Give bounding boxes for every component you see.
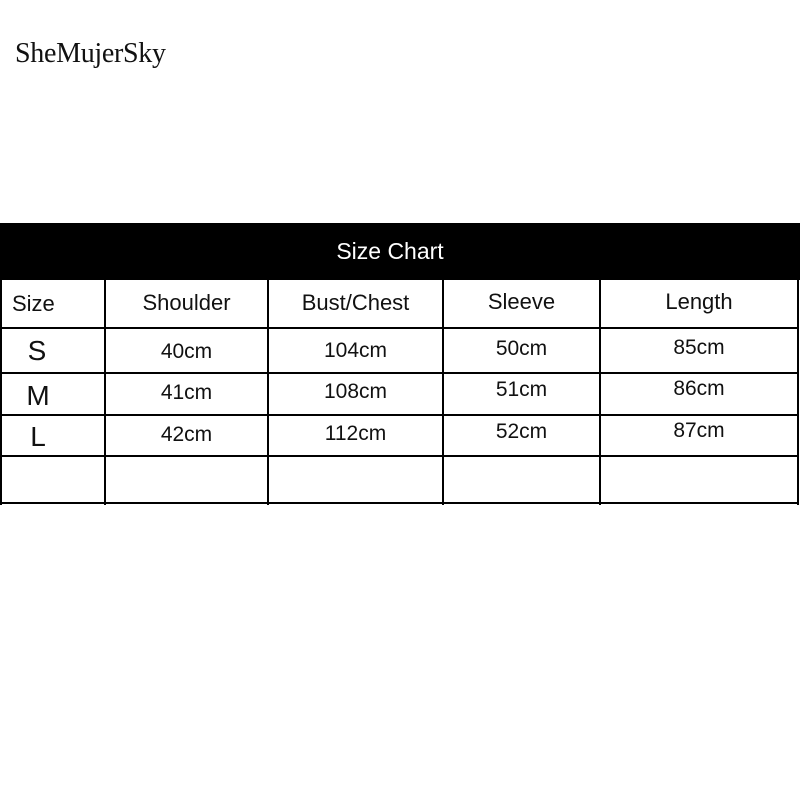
size-label: L <box>30 420 46 452</box>
shoulder-value <box>106 457 267 502</box>
shoulder-value: 40cm <box>160 339 213 363</box>
column-header-shoulder: Shoulder <box>142 290 231 315</box>
length-value <box>601 457 797 502</box>
bust-value: 112cm <box>324 421 387 445</box>
sleeve-value: 52cm <box>495 419 548 443</box>
sleeve-value: 50cm <box>495 336 548 360</box>
length-value: 87cm <box>673 418 725 442</box>
brand-logo: SheMujerSky <box>15 38 166 69</box>
column-header-sleeve: Sleeve <box>487 289 556 314</box>
grid-line <box>0 502 799 504</box>
length-value: 85cm <box>673 335 725 359</box>
size-chart-title: Size Chart <box>336 238 444 264</box>
bust-value: 108cm <box>323 380 388 403</box>
shoulder-value: 42cm <box>160 422 213 446</box>
shoulder-value: 41cm <box>160 381 213 404</box>
size-chart-title-bar <box>0 223 800 280</box>
bust-value: 104cm <box>323 338 388 362</box>
sleeve-value: 51cm <box>495 378 548 401</box>
column-header-bust: Bust/Chest <box>301 290 410 315</box>
size-label: M <box>26 380 50 411</box>
size-label: S <box>27 334 47 366</box>
column-header-size: Size <box>12 291 55 316</box>
grid-line <box>797 280 799 505</box>
column-header-length: Length <box>665 289 733 314</box>
sleeve-value <box>444 457 599 502</box>
bust-value <box>269 457 442 502</box>
length-value: 86cm <box>673 377 725 400</box>
size-label <box>2 457 104 502</box>
